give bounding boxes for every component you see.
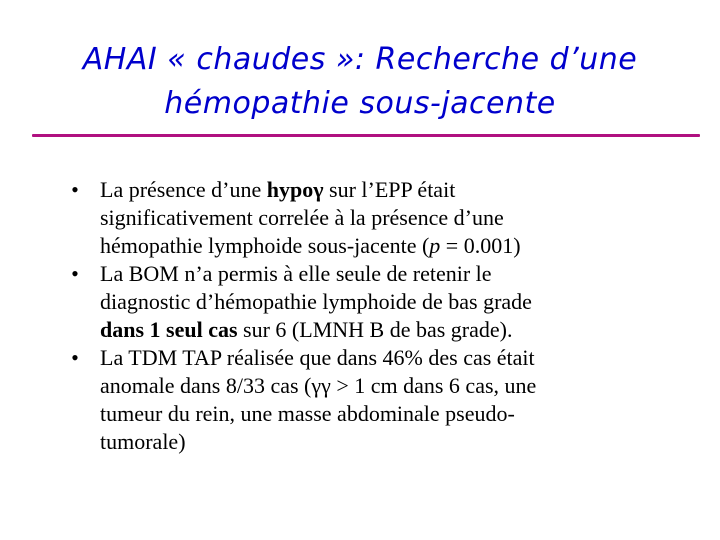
text-span: sur l’EPP était	[323, 177, 456, 202]
bullet-item-tdm	[68, 344, 668, 456]
bullet-item-bom	[68, 260, 668, 344]
slide-title	[0, 38, 720, 126]
bullet-line	[100, 176, 668, 204]
text-span: La présence d’une	[100, 177, 267, 202]
bullet-line: significativement correlée à la présence d’une	[100, 205, 504, 230]
bullet-line	[100, 316, 668, 344]
italic-term: p	[429, 233, 441, 258]
title-divider	[32, 134, 700, 137]
bullet-line: anomale dans 8/33 cas (γγ > 1 cm dans 6 cas, une	[100, 373, 537, 398]
text-span: = 0.001)	[440, 233, 521, 258]
text-span: sur 6 (LMNH B de bas grade).	[237, 317, 513, 342]
bullet-icon: •	[71, 261, 79, 286]
bold-term: dans 1 seul cas	[100, 317, 238, 342]
bullet-icon: •	[71, 177, 79, 202]
title-line-2: hémopathie sous-jacente	[164, 86, 556, 121]
bullet-icon: •	[71, 345, 79, 370]
bullet-line: La BOM n’a permis à elle seule de retenir le	[100, 261, 492, 286]
bullet-list	[68, 176, 668, 456]
bullet-line	[100, 232, 668, 260]
bold-term: hypoγ	[266, 177, 324, 202]
bullet-item-epp	[68, 176, 668, 260]
text-span: hémopathie lymphoide sous-jacente (	[100, 233, 430, 258]
title-line-1: AHAI « chaudes »: Recherche d’une	[82, 42, 638, 77]
bullet-line: tumorale)	[100, 429, 186, 454]
bullet-line: tumeur du rein, une masse abdominale pseudo-	[100, 401, 515, 426]
bullet-line: diagnostic d’hémopathie lymphoide de bas grade	[100, 289, 532, 314]
bullet-line: La TDM TAP réalisée que dans 46% des cas était	[100, 345, 535, 370]
